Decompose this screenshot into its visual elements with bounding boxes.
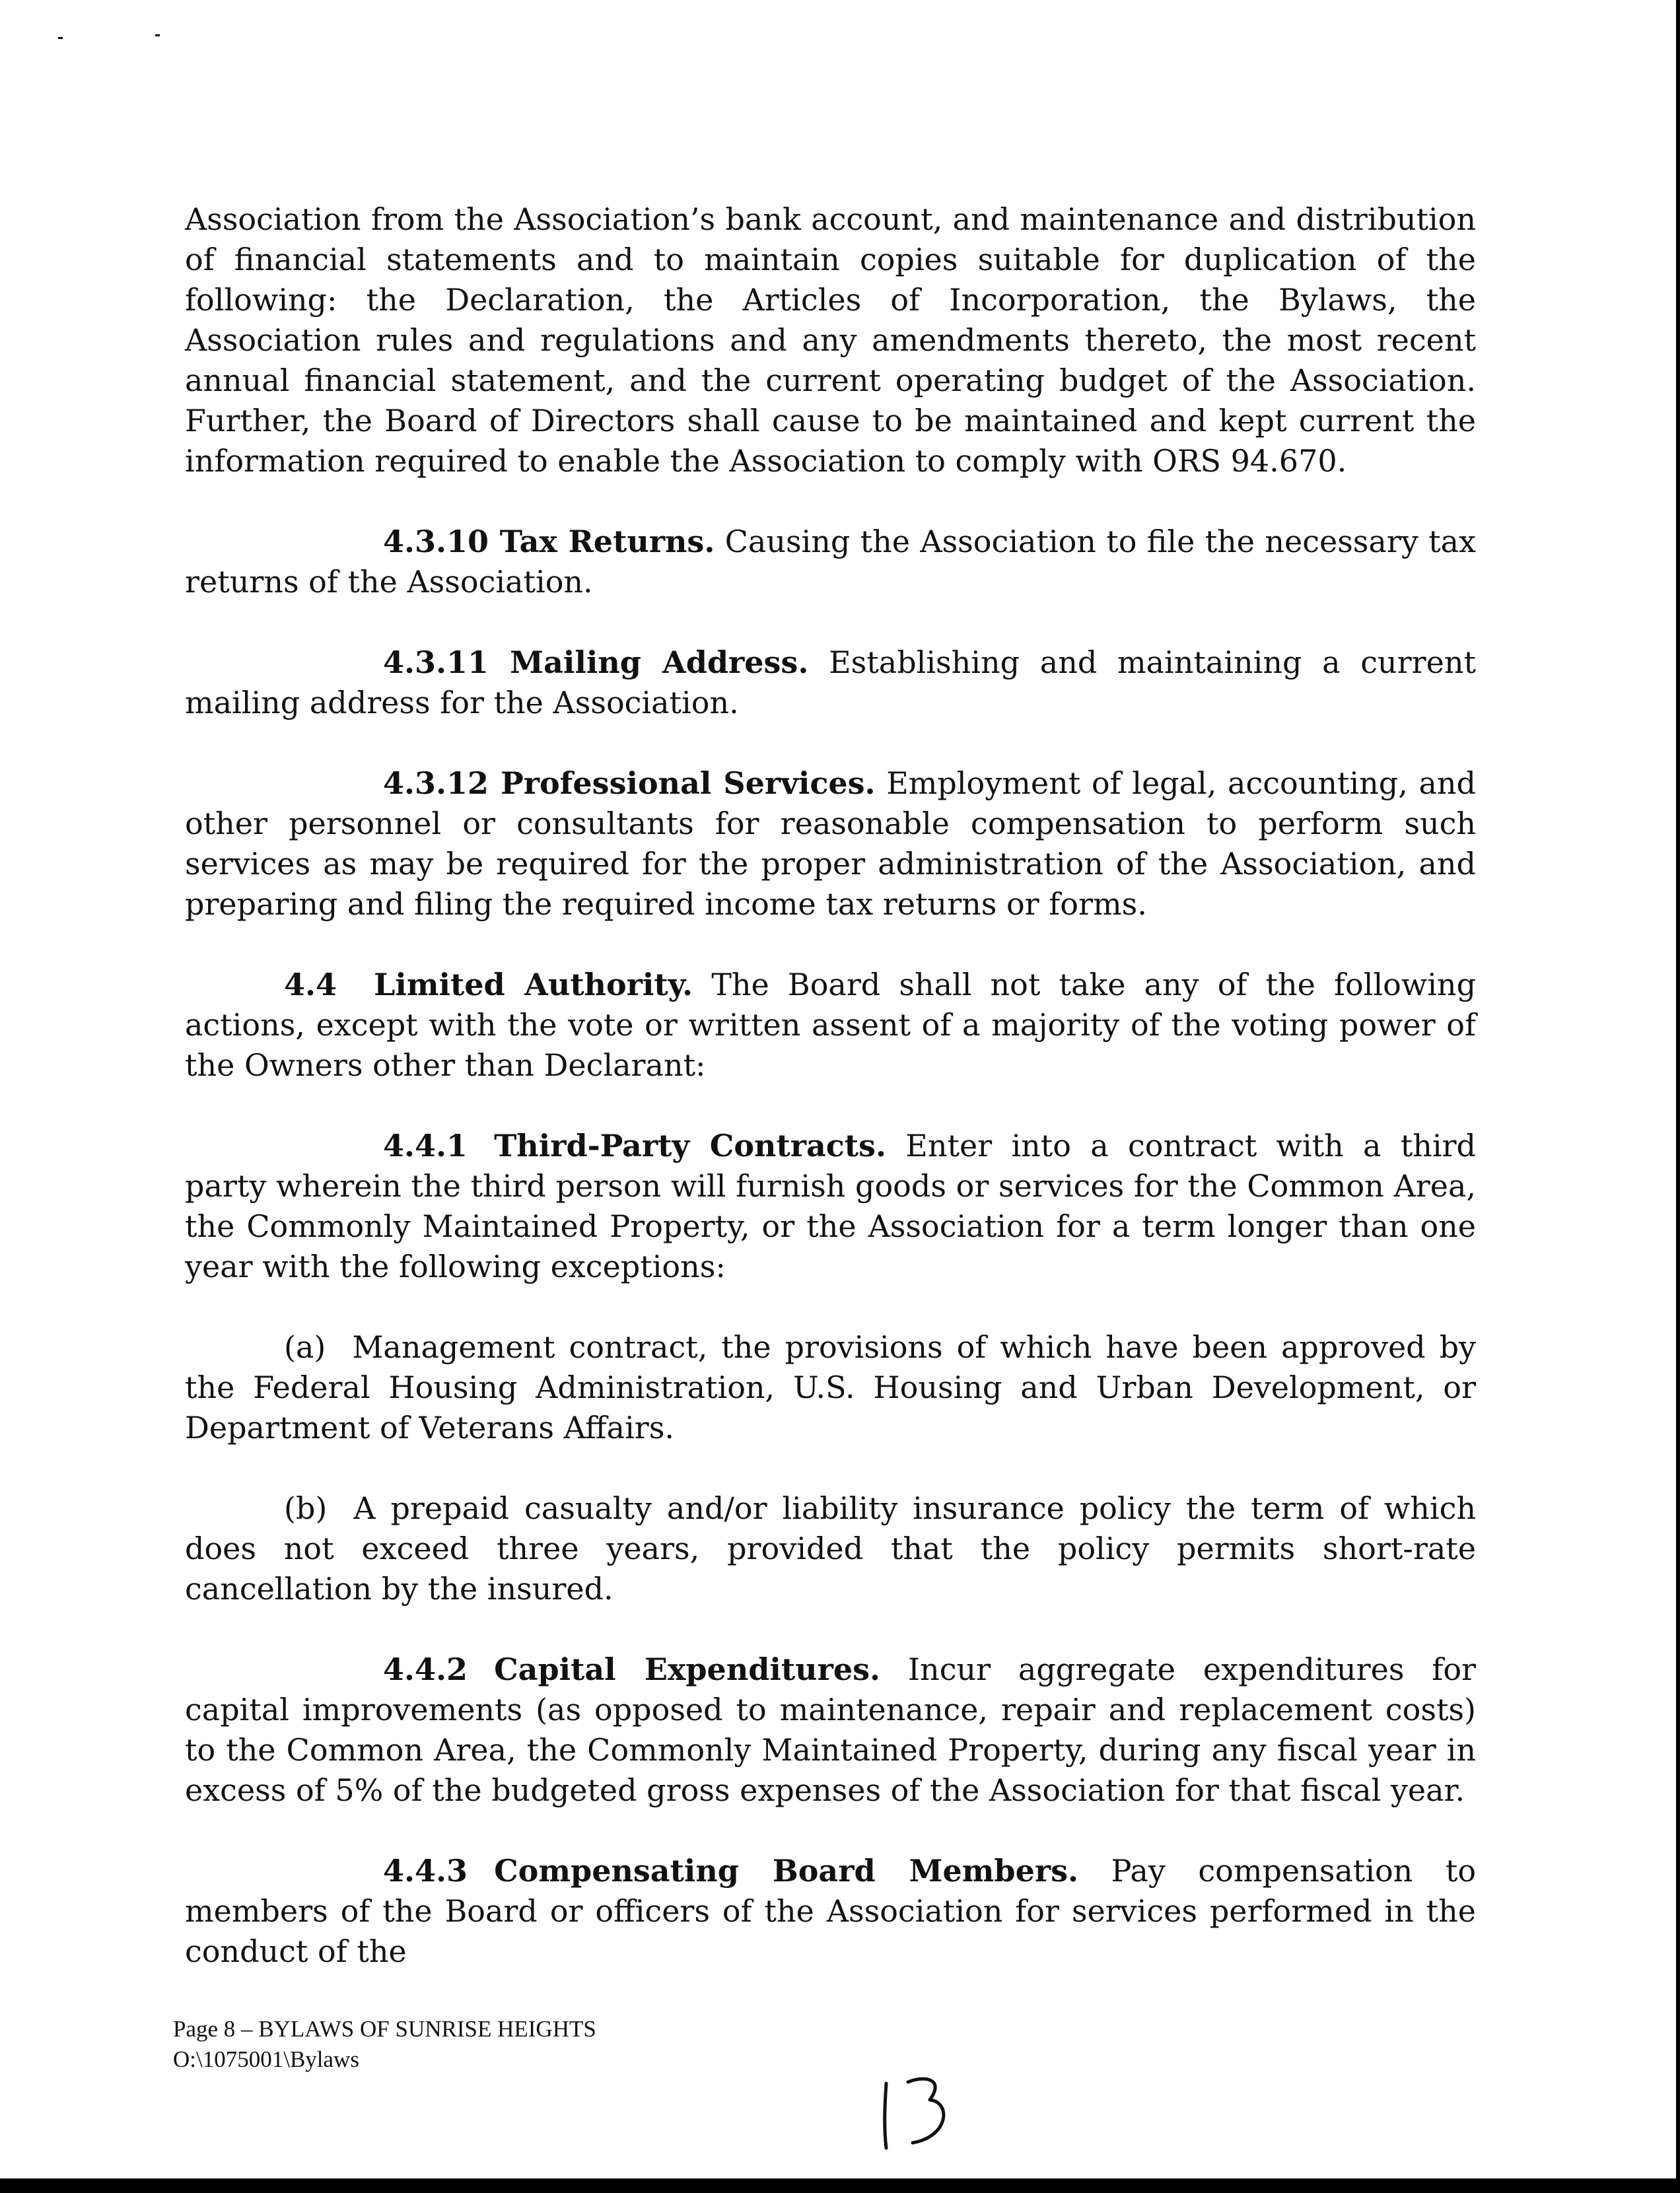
section-body: The Board shall not take any of the following actions, except with the vote or written assent of a majority of the voting power of the Owners other than Declarant: xyxy=(185,967,1477,1083)
scan-speck xyxy=(155,34,160,36)
section-body: Employment of legal, accounting, and other personnel or consultants for reasonable compensation to perform such services as may be required for the proper administration of the Association, and preparing and filing the required income tax returns or forms. xyxy=(185,765,1477,922)
section-heading: Capital Expenditures. xyxy=(494,1652,881,1687)
section-body: Causing the Association to file the necessary tax returns of the Association. xyxy=(185,524,1476,600)
page-footer xyxy=(173,2014,596,2075)
section-heading: 4.3.10 Tax Returns. xyxy=(383,524,715,559)
item-body: A prepaid casualty and/or liability insurance policy the term of which does not exceed three years, provided that the policy permits short-rate cancellation by the insured. xyxy=(185,1490,1476,1607)
section-heading: 4.3.12 Professional Services. xyxy=(383,765,876,801)
handwritten-page-number xyxy=(872,2070,964,2156)
section-number: 4.4.2 xyxy=(383,1652,468,1687)
section-number: 4.4 xyxy=(284,967,337,1002)
footer-page-title: Page 8 – BYLAWS OF SUNRISE HEIGHTS xyxy=(173,2016,596,2042)
section-heading: Limited Authority. xyxy=(374,967,693,1002)
scan-edge-bottom xyxy=(0,2178,1680,2193)
section-4-4-1 xyxy=(185,1126,1476,1287)
section-4-3-12 xyxy=(185,763,1476,924)
scan-edge-right xyxy=(1676,0,1680,2193)
section-4-4 xyxy=(185,965,1476,1086)
item-b xyxy=(185,1488,1476,1609)
section-4-4-2 xyxy=(185,1650,1476,1811)
section-4-3-10 xyxy=(185,522,1476,602)
section-body: Enter into a contract with a third party wherein the third person will furnish goods or services for the Common Area, the Commonly Maintained Property, or the Association for a term longer than one year with the following exceptions: xyxy=(185,1128,1476,1284)
section-body: Incur aggregate expenditures for capital improvements (as opposed to maintenance, repair and replacement costs) to the Common Area, the Commonly Maintained Property, during any fiscal year in excess of 5% of the budgeted gross expenses of the Association for that fiscal year. xyxy=(185,1652,1477,1808)
item-body: Management contract, the provisions of which have been approved by the Federal Housing Administration, U.S. Housing and Urban Development, or Department of Veterans Affairs. xyxy=(185,1329,1476,1445)
section-body: Establishing and maintaining a current mailing address for the Association. xyxy=(185,644,1476,720)
scan-speck xyxy=(58,37,63,39)
body-text xyxy=(185,199,1476,2012)
item-label: (a) xyxy=(284,1329,326,1365)
item-a xyxy=(185,1327,1476,1448)
item-label: (b) xyxy=(284,1490,328,1526)
section-number: 4.4.1 xyxy=(383,1128,468,1164)
section-heading: Third-Party Contracts. xyxy=(494,1128,886,1164)
section-number: 4.4.3 xyxy=(383,1853,468,1889)
paragraph-continuation: Association from the Association’s bank account, and maintenance and distribution of financial statements and to maintain copies suitable for duplication of the following: the Declaration, the Articles of Incorporation, the Bylaws, the Association rules and regulations and any amendments thereto, the most recent annual financial statement, and the current operating budget of the Association. Further, the Board of Directors shall cause to be maintained and kept current the information required to enable the Association to comply with ORS 94.670. xyxy=(185,201,1476,479)
footer-file-path: O:\1075001\Bylaws xyxy=(173,2046,359,2072)
section-body: Pay compensation to members of the Board or officers of the Association for services performed in the conduct of the xyxy=(185,1853,1477,1969)
section-heading: 4.3.11 Mailing Address. xyxy=(383,644,809,680)
section-heading: Compensating Board Members. xyxy=(494,1853,1078,1889)
section-4-3-11 xyxy=(185,643,1476,723)
section-4-4-3 xyxy=(185,1851,1476,1972)
